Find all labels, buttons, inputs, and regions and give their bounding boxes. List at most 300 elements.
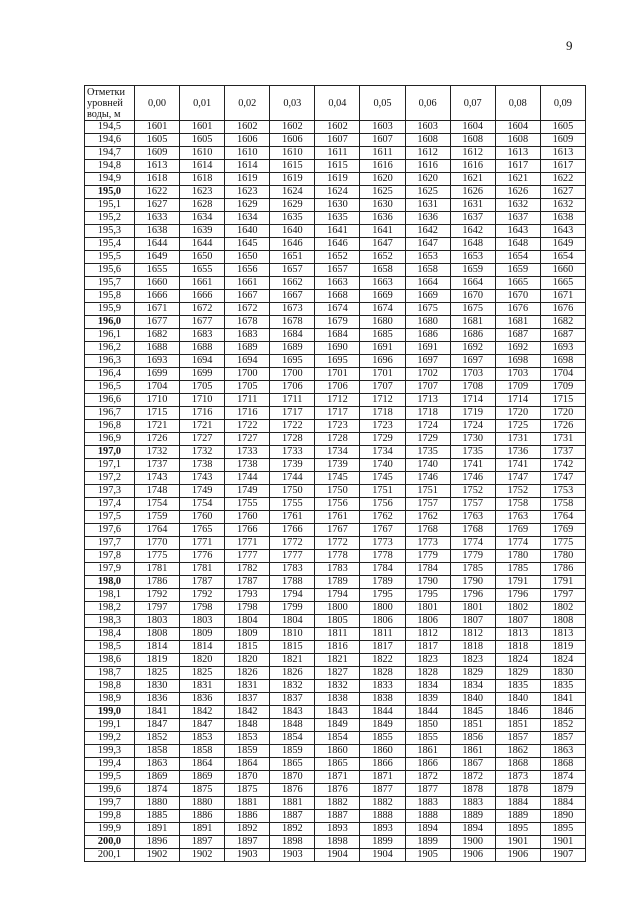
value-cell: 1857 xyxy=(540,732,585,745)
value-cell: 1774 xyxy=(450,537,495,550)
value-cell: 1782 xyxy=(225,563,270,576)
value-cell: 1700 xyxy=(270,368,315,381)
value-cell: 1797 xyxy=(540,589,585,602)
value-cell: 1880 xyxy=(135,797,180,810)
value-cell: 1888 xyxy=(405,810,450,823)
value-cell: 1714 xyxy=(450,394,495,407)
value-cell: 1686 xyxy=(450,329,495,342)
value-cell: 1719 xyxy=(450,407,495,420)
water-level-cell: 197,9 xyxy=(85,563,135,576)
table-row xyxy=(85,537,586,550)
header-level-column: Отметки уровней воды, м xyxy=(85,86,135,121)
value-cell: 1688 xyxy=(180,342,225,355)
value-cell: 1671 xyxy=(135,303,180,316)
value-cell: 1830 xyxy=(540,667,585,680)
value-cell: 1863 xyxy=(135,758,180,771)
value-cell: 1619 xyxy=(225,173,270,186)
value-cell: 1749 xyxy=(180,485,225,498)
value-cell: 1631 xyxy=(405,199,450,212)
value-cell: 1654 xyxy=(495,251,540,264)
value-cell: 1899 xyxy=(405,836,450,849)
value-cell: 1906 xyxy=(495,849,540,862)
value-cell: 1798 xyxy=(180,602,225,615)
value-cell: 1634 xyxy=(180,212,225,225)
value-cell: 1848 xyxy=(270,719,315,732)
value-cell: 1880 xyxy=(180,797,225,810)
value-cell: 1718 xyxy=(360,407,405,420)
value-cell: 1652 xyxy=(315,251,360,264)
value-cell: 1685 xyxy=(360,329,405,342)
value-cell: 1608 xyxy=(495,134,540,147)
value-cell: 1846 xyxy=(540,706,585,719)
water-level-cell: 195,4 xyxy=(85,238,135,251)
table-row xyxy=(85,719,586,732)
value-cell: 1628 xyxy=(180,199,225,212)
value-cell: 1855 xyxy=(360,732,405,745)
value-cell: 1664 xyxy=(450,277,495,290)
value-cell: 1743 xyxy=(135,472,180,485)
value-cell: 1653 xyxy=(450,251,495,264)
value-cell: 1793 xyxy=(225,589,270,602)
value-cell: 1665 xyxy=(495,277,540,290)
value-cell: 1805 xyxy=(315,615,360,628)
value-cell: 1727 xyxy=(180,433,225,446)
value-cell: 1825 xyxy=(135,667,180,680)
table-row xyxy=(85,225,586,238)
value-cell: 1777 xyxy=(225,550,270,563)
value-cell: 1653 xyxy=(405,251,450,264)
value-cell: 1698 xyxy=(540,355,585,368)
value-cell: 1744 xyxy=(270,472,315,485)
value-cell: 1735 xyxy=(405,446,450,459)
value-cell: 1854 xyxy=(270,732,315,745)
value-cell: 1788 xyxy=(270,576,315,589)
value-cell: 1735 xyxy=(450,446,495,459)
value-cell: 1833 xyxy=(360,680,405,693)
value-cell: 1780 xyxy=(495,550,540,563)
value-cell: 1650 xyxy=(225,251,270,264)
value-cell: 1602 xyxy=(225,121,270,134)
table-row xyxy=(85,628,586,641)
value-cell: 1708 xyxy=(450,381,495,394)
value-cell: 1622 xyxy=(540,173,585,186)
value-cell: 1826 xyxy=(270,667,315,680)
value-cell: 1646 xyxy=(315,238,360,251)
value-cell: 1896 xyxy=(135,836,180,849)
value-cell: 1613 xyxy=(540,147,585,160)
table-row xyxy=(85,693,586,706)
value-cell: 1614 xyxy=(180,160,225,173)
value-cell: 1737 xyxy=(135,459,180,472)
value-cell: 1726 xyxy=(540,420,585,433)
value-cell: 1849 xyxy=(360,719,405,732)
value-cell: 1904 xyxy=(360,849,405,862)
value-cell: 1801 xyxy=(405,602,450,615)
value-cell: 1658 xyxy=(405,264,450,277)
value-cell: 1723 xyxy=(315,420,360,433)
value-cell: 1818 xyxy=(495,641,540,654)
table-row xyxy=(85,524,586,537)
value-cell: 1816 xyxy=(315,641,360,654)
value-cell: 1729 xyxy=(405,433,450,446)
value-cell: 1671 xyxy=(540,290,585,303)
value-cell: 1707 xyxy=(360,381,405,394)
value-cell: 1813 xyxy=(495,628,540,641)
value-cell: 1760 xyxy=(180,511,225,524)
value-cell: 1803 xyxy=(135,615,180,628)
value-cell: 1837 xyxy=(270,693,315,706)
value-cell: 1758 xyxy=(540,498,585,511)
value-cell: 1649 xyxy=(135,251,180,264)
value-cell: 1832 xyxy=(270,680,315,693)
value-cell: 1702 xyxy=(405,368,450,381)
table-row xyxy=(85,381,586,394)
value-cell: 1651 xyxy=(270,251,315,264)
value-cell: 1609 xyxy=(540,134,585,147)
value-cell: 1733 xyxy=(270,446,315,459)
water-level-cell: 196,5 xyxy=(85,381,135,394)
value-cell: 1648 xyxy=(495,238,540,251)
value-cell: 1657 xyxy=(270,264,315,277)
value-cell: 1764 xyxy=(540,511,585,524)
water-level-cell: 196,8 xyxy=(85,420,135,433)
water-level-cell: 195,2 xyxy=(85,212,135,225)
value-cell: 1886 xyxy=(180,810,225,823)
water-level-cell: 199,8 xyxy=(85,810,135,823)
water-level-cell: 199,0 xyxy=(85,706,135,719)
value-cell: 1696 xyxy=(360,355,405,368)
value-cell: 1895 xyxy=(495,823,540,836)
water-level-cell: 197,1 xyxy=(85,459,135,472)
value-cell: 1715 xyxy=(540,394,585,407)
value-cell: 1884 xyxy=(540,797,585,810)
value-cell: 1656 xyxy=(225,264,270,277)
value-cell: 1804 xyxy=(270,615,315,628)
value-cell: 1858 xyxy=(180,745,225,758)
value-cell: 1715 xyxy=(135,407,180,420)
value-cell: 1789 xyxy=(315,576,360,589)
water-level-cell: 196,9 xyxy=(85,433,135,446)
value-cell: 1840 xyxy=(450,693,495,706)
value-cell: 1801 xyxy=(450,602,495,615)
value-cell: 1632 xyxy=(495,199,540,212)
header-decimal-3: 0,02 xyxy=(225,86,270,121)
water-level-table xyxy=(84,85,586,862)
value-cell: 1771 xyxy=(225,537,270,550)
value-cell: 1847 xyxy=(180,719,225,732)
value-cell: 1844 xyxy=(405,706,450,719)
water-level-cell: 197,0 xyxy=(85,446,135,459)
table-row xyxy=(85,355,586,368)
water-level-cell: 194,8 xyxy=(85,160,135,173)
value-cell: 1691 xyxy=(405,342,450,355)
value-cell: 1720 xyxy=(540,407,585,420)
table-row xyxy=(85,563,586,576)
value-cell: 1887 xyxy=(315,810,360,823)
value-cell: 1796 xyxy=(495,589,540,602)
value-cell: 1691 xyxy=(360,342,405,355)
value-cell: 1613 xyxy=(135,160,180,173)
value-cell: 1806 xyxy=(405,615,450,628)
value-cell: 1748 xyxy=(135,485,180,498)
value-cell: 1878 xyxy=(495,784,540,797)
table-row xyxy=(85,511,586,524)
value-cell: 1869 xyxy=(180,771,225,784)
table-row xyxy=(85,797,586,810)
value-cell: 1823 xyxy=(450,654,495,667)
value-cell: 1690 xyxy=(315,342,360,355)
value-cell: 1882 xyxy=(360,797,405,810)
table-row xyxy=(85,407,586,420)
value-cell: 1784 xyxy=(360,563,405,576)
value-cell: 1872 xyxy=(450,771,495,784)
value-cell: 1721 xyxy=(135,420,180,433)
value-cell: 1731 xyxy=(540,433,585,446)
water-level-cell: 200,1 xyxy=(85,849,135,862)
value-cell: 1662 xyxy=(270,277,315,290)
water-level-cell: 194,6 xyxy=(85,134,135,147)
water-level-cell: 195,8 xyxy=(85,290,135,303)
value-cell: 1892 xyxy=(225,823,270,836)
value-cell: 1630 xyxy=(315,199,360,212)
value-cell: 1892 xyxy=(270,823,315,836)
value-cell: 1711 xyxy=(270,394,315,407)
value-cell: 1812 xyxy=(450,628,495,641)
value-cell: 1647 xyxy=(405,238,450,251)
value-cell: 1608 xyxy=(450,134,495,147)
value-cell: 1610 xyxy=(270,147,315,160)
header-row xyxy=(85,86,586,121)
value-cell: 1746 xyxy=(450,472,495,485)
value-cell: 1842 xyxy=(225,706,270,719)
value-cell: 1732 xyxy=(135,446,180,459)
value-cell: 1898 xyxy=(315,836,360,849)
value-cell: 1834 xyxy=(405,680,450,693)
value-cell: 1677 xyxy=(180,316,225,329)
table-body xyxy=(85,121,586,862)
value-cell: 1697 xyxy=(405,355,450,368)
value-cell: 1712 xyxy=(315,394,360,407)
value-cell: 1626 xyxy=(450,186,495,199)
value-cell: 1674 xyxy=(360,303,405,316)
value-cell: 1729 xyxy=(360,433,405,446)
table-row xyxy=(85,433,586,446)
value-cell: 1601 xyxy=(135,121,180,134)
value-cell: 1647 xyxy=(360,238,405,251)
value-cell: 1854 xyxy=(315,732,360,745)
value-cell: 1853 xyxy=(225,732,270,745)
value-cell: 1694 xyxy=(225,355,270,368)
water-level-cell: 200,0 xyxy=(85,836,135,849)
value-cell: 1710 xyxy=(180,394,225,407)
value-cell: 1737 xyxy=(540,446,585,459)
value-cell: 1720 xyxy=(495,407,540,420)
header-decimal-5: 0,04 xyxy=(315,86,360,121)
value-cell: 1670 xyxy=(450,290,495,303)
value-cell: 1791 xyxy=(540,576,585,589)
water-level-cell: 195,3 xyxy=(85,225,135,238)
table-row xyxy=(85,654,586,667)
value-cell: 1844 xyxy=(360,706,405,719)
value-cell: 1761 xyxy=(270,511,315,524)
value-cell: 1831 xyxy=(180,680,225,693)
value-cell: 1607 xyxy=(360,134,405,147)
value-cell: 1726 xyxy=(135,433,180,446)
value-cell: 1834 xyxy=(450,680,495,693)
value-cell: 1901 xyxy=(540,836,585,849)
value-cell: 1641 xyxy=(315,225,360,238)
value-cell: 1607 xyxy=(315,134,360,147)
value-cell: 1821 xyxy=(315,654,360,667)
value-cell: 1609 xyxy=(135,147,180,160)
table-header xyxy=(85,86,586,121)
value-cell: 1831 xyxy=(225,680,270,693)
value-cell: 1897 xyxy=(180,836,225,849)
value-cell: 1682 xyxy=(540,316,585,329)
value-cell: 1682 xyxy=(135,329,180,342)
value-cell: 1672 xyxy=(180,303,225,316)
table-row xyxy=(85,615,586,628)
value-cell: 1853 xyxy=(180,732,225,745)
value-cell: 1645 xyxy=(225,238,270,251)
value-cell: 1675 xyxy=(450,303,495,316)
value-cell: 1659 xyxy=(495,264,540,277)
value-cell: 1661 xyxy=(180,277,225,290)
water-level-cell: 196,0 xyxy=(85,316,135,329)
value-cell: 1843 xyxy=(270,706,315,719)
value-cell: 1843 xyxy=(315,706,360,719)
value-cell: 1819 xyxy=(540,641,585,654)
value-cell: 1752 xyxy=(450,485,495,498)
value-cell: 1750 xyxy=(315,485,360,498)
value-cell: 1688 xyxy=(135,342,180,355)
value-cell: 1693 xyxy=(540,342,585,355)
water-level-cell: 198,6 xyxy=(85,654,135,667)
table-row xyxy=(85,758,586,771)
water-level-cell: 198,2 xyxy=(85,602,135,615)
water-level-cell: 199,7 xyxy=(85,797,135,810)
value-cell: 1866 xyxy=(360,758,405,771)
value-cell: 1906 xyxy=(450,849,495,862)
value-cell: 1795 xyxy=(405,589,450,602)
water-level-cell: 195,5 xyxy=(85,251,135,264)
water-level-cell: 195,0 xyxy=(85,186,135,199)
value-cell: 1745 xyxy=(315,472,360,485)
value-cell: 1736 xyxy=(495,446,540,459)
value-cell: 1851 xyxy=(495,719,540,732)
value-cell: 1624 xyxy=(270,186,315,199)
value-cell: 1907 xyxy=(540,849,585,862)
value-cell: 1790 xyxy=(450,576,495,589)
value-cell: 1611 xyxy=(315,147,360,160)
water-level-cell: 198,1 xyxy=(85,589,135,602)
table-row xyxy=(85,485,586,498)
value-cell: 1644 xyxy=(180,238,225,251)
value-cell: 1752 xyxy=(495,485,540,498)
value-cell: 1804 xyxy=(225,615,270,628)
value-cell: 1797 xyxy=(135,602,180,615)
value-cell: 1849 xyxy=(315,719,360,732)
water-level-cell: 197,7 xyxy=(85,537,135,550)
header-decimal-10: 0,09 xyxy=(540,86,585,121)
value-cell: 1629 xyxy=(225,199,270,212)
value-cell: 1871 xyxy=(315,771,360,784)
value-cell: 1802 xyxy=(540,602,585,615)
value-cell: 1669 xyxy=(360,290,405,303)
value-cell: 1664 xyxy=(405,277,450,290)
value-cell: 1904 xyxy=(315,849,360,862)
value-cell: 1867 xyxy=(450,758,495,771)
table-row xyxy=(85,680,586,693)
value-cell: 1785 xyxy=(450,563,495,576)
water-level-cell: 195,7 xyxy=(85,277,135,290)
value-cell: 1876 xyxy=(270,784,315,797)
value-cell: 1828 xyxy=(360,667,405,680)
value-cell: 1612 xyxy=(405,147,450,160)
value-cell: 1674 xyxy=(315,303,360,316)
value-cell: 1667 xyxy=(225,290,270,303)
table-row xyxy=(85,251,586,264)
value-cell: 1728 xyxy=(270,433,315,446)
value-cell: 1808 xyxy=(135,628,180,641)
value-cell: 1617 xyxy=(540,160,585,173)
value-cell: 1881 xyxy=(270,797,315,810)
value-cell: 1709 xyxy=(540,381,585,394)
value-cell: 1902 xyxy=(180,849,225,862)
value-cell: 1890 xyxy=(540,810,585,823)
value-cell: 1604 xyxy=(495,121,540,134)
value-cell: 1727 xyxy=(225,433,270,446)
water-level-cell: 198,4 xyxy=(85,628,135,641)
table-row xyxy=(85,589,586,602)
value-cell: 1612 xyxy=(450,147,495,160)
value-cell: 1684 xyxy=(315,329,360,342)
value-cell: 1701 xyxy=(360,368,405,381)
value-cell: 1683 xyxy=(225,329,270,342)
value-cell: 1887 xyxy=(270,810,315,823)
value-cell: 1710 xyxy=(135,394,180,407)
value-cell: 1679 xyxy=(315,316,360,329)
value-cell: 1751 xyxy=(405,485,450,498)
value-cell: 1773 xyxy=(405,537,450,550)
value-cell: 1714 xyxy=(495,394,540,407)
header-decimal-1: 0,00 xyxy=(135,86,180,121)
value-cell: 1660 xyxy=(135,277,180,290)
value-cell: 1632 xyxy=(540,199,585,212)
water-level-cell: 199,6 xyxy=(85,784,135,797)
value-cell: 1827 xyxy=(315,667,360,680)
value-cell: 1740 xyxy=(360,459,405,472)
value-cell: 1683 xyxy=(180,329,225,342)
value-cell: 1891 xyxy=(135,823,180,836)
value-cell: 1809 xyxy=(180,628,225,641)
value-cell: 1625 xyxy=(405,186,450,199)
value-cell: 1622 xyxy=(135,186,180,199)
value-cell: 1620 xyxy=(360,173,405,186)
value-cell: 1758 xyxy=(495,498,540,511)
value-cell: 1660 xyxy=(540,264,585,277)
water-level-cell: 194,9 xyxy=(85,173,135,186)
value-cell: 1637 xyxy=(495,212,540,225)
value-cell: 1763 xyxy=(450,511,495,524)
value-cell: 1859 xyxy=(225,745,270,758)
value-cell: 1650 xyxy=(180,251,225,264)
value-cell: 1608 xyxy=(405,134,450,147)
value-cell: 1701 xyxy=(315,368,360,381)
value-cell: 1657 xyxy=(315,264,360,277)
value-cell: 1717 xyxy=(270,407,315,420)
value-cell: 1874 xyxy=(540,771,585,784)
